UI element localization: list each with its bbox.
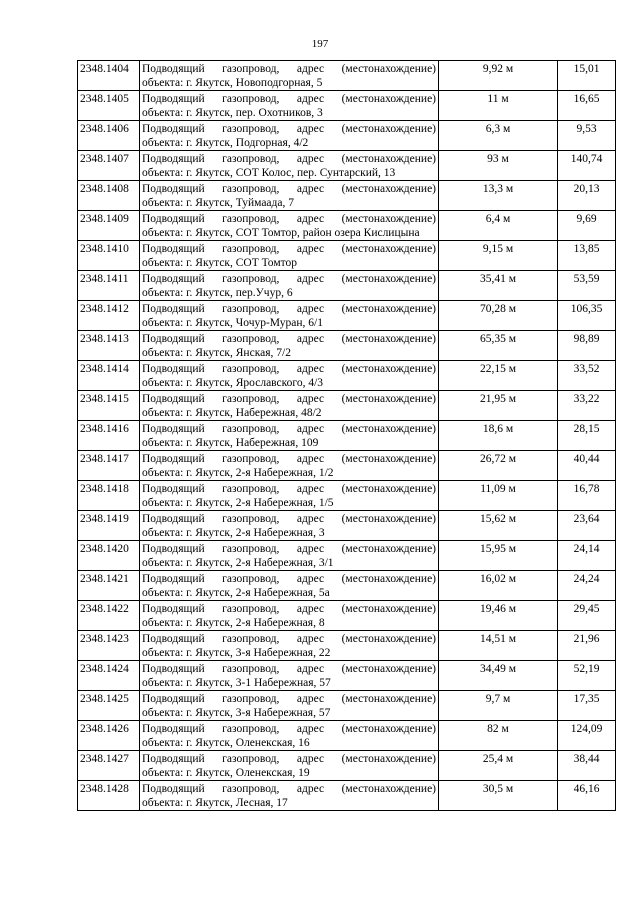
row-number-cell: 2348.1411: [78, 271, 140, 301]
row-number-cell: 2348.1410: [78, 241, 140, 271]
row-description-cell: Подводящий газопровод, адрес (местонахождение) объекта: г. Якутск, Ярославского, 4/3: [140, 361, 439, 391]
row-value-cell: 124,09: [558, 721, 616, 751]
row-length-cell: 11 м: [439, 91, 558, 121]
row-description-cell: Подводящий газопровод, адрес (местонахождение) объекта: г. Якутск, 3-я Набережная, 22: [140, 631, 439, 661]
row-value-cell: 17,35: [558, 691, 616, 721]
row-length-cell: 14,51 м: [439, 631, 558, 661]
table-row: [78, 691, 616, 721]
table-row: [78, 451, 616, 481]
row-length-cell: 18,6 м: [439, 421, 558, 451]
row-length-cell: 21,95 м: [439, 391, 558, 421]
table-row: [78, 511, 616, 541]
row-number-cell: 2348.1413: [78, 331, 140, 361]
row-number-cell: 2348.1428: [78, 781, 140, 811]
table-row: [78, 601, 616, 631]
row-number-cell: 2348.1423: [78, 631, 140, 661]
row-number-cell: 2348.1409: [78, 211, 140, 241]
row-number-cell: 2348.1414: [78, 361, 140, 391]
row-value-cell: 98,89: [558, 331, 616, 361]
row-value-cell: 13,85: [558, 241, 616, 271]
row-description-cell: Подводящий газопровод, адрес (местонахождение) объекта: г. Якутск, СОТ Колос, пер. Сунтарский, 13: [140, 151, 439, 181]
row-value-cell: 106,35: [558, 301, 616, 331]
table-row: [78, 91, 616, 121]
row-length-cell: 13,3 м: [439, 181, 558, 211]
row-number-cell: 2348.1408: [78, 181, 140, 211]
row-value-cell: 52,19: [558, 661, 616, 691]
row-description-cell: Подводящий газопровод, адрес (местонахождение) объекта: г. Якутск, Чочур-Муран, 6/1: [140, 301, 439, 331]
row-value-cell: 53,59: [558, 271, 616, 301]
row-length-cell: 26,72 м: [439, 451, 558, 481]
row-description-cell: Подводящий газопровод, адрес (местонахождение) объекта: г. Якутск, 3-1 Набережная, 57: [140, 661, 439, 691]
table-row: [78, 181, 616, 211]
row-value-cell: 24,24: [558, 571, 616, 601]
row-description-cell: Подводящий газопровод, адрес (местонахождение) объекта: г. Якутск, Подгорная, 4/2: [140, 121, 439, 151]
row-value-cell: 46,16: [558, 781, 616, 811]
row-length-cell: 93 м: [439, 151, 558, 181]
row-number-cell: 2348.1426: [78, 721, 140, 751]
row-number-cell: 2348.1420: [78, 541, 140, 571]
row-number-cell: 2348.1416: [78, 421, 140, 451]
row-description-cell: Подводящий газопровод, адрес (местонахождение) объекта: г. Якутск, Лесная, 17: [140, 781, 439, 811]
table-row: [78, 211, 616, 241]
table-row: [78, 481, 616, 511]
table-row: [78, 421, 616, 451]
row-number-cell: 2348.1415: [78, 391, 140, 421]
row-number-cell: 2348.1406: [78, 121, 140, 151]
row-description-cell: Подводящий газопровод, адрес (местонахождение) объекта: г. Якутск, 2-я Набережная, 1/5: [140, 481, 439, 511]
row-number-cell: 2348.1418: [78, 481, 140, 511]
registry-table: [77, 60, 616, 811]
row-description-cell: Подводящий газопровод, адрес (местонахождение) объекта: г. Якутск, 3-я Набережная, 57: [140, 691, 439, 721]
row-value-cell: 20,13: [558, 181, 616, 211]
row-value-cell: 28,15: [558, 421, 616, 451]
row-number-cell: 2348.1419: [78, 511, 140, 541]
row-description-cell: Подводящий газопровод, адрес (местонахождение) объекта: г. Якутск, 2-я Набережная, 1/2: [140, 451, 439, 481]
row-length-cell: 9,7 м: [439, 691, 558, 721]
row-value-cell: 23,64: [558, 511, 616, 541]
row-length-cell: 19,46 м: [439, 601, 558, 631]
row-length-cell: 15,62 м: [439, 511, 558, 541]
row-length-cell: 15,95 м: [439, 541, 558, 571]
row-description-cell: Подводящий газопровод, адрес (местонахождение) объекта: г. Якутск, Набережная, 109: [140, 421, 439, 451]
table-row: [78, 661, 616, 691]
row-description-cell: Подводящий газопровод, адрес (местонахождение) объекта: г. Якутск, СОТ Томтор: [140, 241, 439, 271]
table-row: [78, 241, 616, 271]
row-length-cell: 11,09 м: [439, 481, 558, 511]
row-description-cell: Подводящий газопровод, адрес (местонахождение) объекта: г. Якутск, Новоподгорная, 5: [140, 61, 439, 91]
row-description-cell: Подводящий газопровод, адрес (местонахождение) объекта: г. Якутск, пер. Охотников, 3: [140, 91, 439, 121]
table-row: [78, 301, 616, 331]
table-row: [78, 151, 616, 181]
row-number-cell: 2348.1405: [78, 91, 140, 121]
row-description-cell: Подводящий газопровод, адрес (местонахождение) объекта: г. Якутск, Оленекская, 19: [140, 751, 439, 781]
row-number-cell: 2348.1417: [78, 451, 140, 481]
row-length-cell: 30,5 м: [439, 781, 558, 811]
row-description-cell: Подводящий газопровод, адрес (местонахождение) объекта: г. Якутск, Набережная, 48/2: [140, 391, 439, 421]
registry-table-body: [78, 61, 616, 811]
row-value-cell: 33,22: [558, 391, 616, 421]
table-row: [78, 361, 616, 391]
row-length-cell: 82 м: [439, 721, 558, 751]
row-length-cell: 25,4 м: [439, 751, 558, 781]
row-number-cell: 2348.1427: [78, 751, 140, 781]
row-number-cell: 2348.1404: [78, 61, 140, 91]
page-number: 197: [311, 38, 329, 50]
table-row: [78, 631, 616, 661]
row-description-cell: Подводящий газопровод, адрес (местонахождение) объекта: г. Якутск, 2-я Набережная, 5а: [140, 571, 439, 601]
row-value-cell: 33,52: [558, 361, 616, 391]
table-row: [78, 271, 616, 301]
table-row: [78, 121, 616, 151]
row-length-cell: 6,4 м: [439, 211, 558, 241]
table-row: [78, 781, 616, 811]
row-length-cell: 9,92 м: [439, 61, 558, 91]
table-row: [78, 721, 616, 751]
row-description-cell: Подводящий газопровод, адрес (местонахождение) объекта: г. Якутск, Туймаада, 7: [140, 181, 439, 211]
row-value-cell: 38,44: [558, 751, 616, 781]
row-length-cell: 35,41 м: [439, 271, 558, 301]
row-description-cell: Подводящий газопровод, адрес (местонахождение) объекта: г. Якутск, 2-я Набережная, 3: [140, 511, 439, 541]
row-number-cell: 2348.1422: [78, 601, 140, 631]
row-value-cell: 140,74: [558, 151, 616, 181]
row-value-cell: 16,65: [558, 91, 616, 121]
row-length-cell: 22,15 м: [439, 361, 558, 391]
row-value-cell: 29,45: [558, 601, 616, 631]
table-row: [78, 571, 616, 601]
row-length-cell: 6,3 м: [439, 121, 558, 151]
row-description-cell: Подводящий газопровод, адрес (местонахождение) объекта: г. Якутск, 2-я Набережная, 3/1: [140, 541, 439, 571]
table-row: [78, 391, 616, 421]
table-row: [78, 541, 616, 571]
row-value-cell: 16,78: [558, 481, 616, 511]
row-value-cell: 21,96: [558, 631, 616, 661]
row-description-cell: Подводящий газопровод, адрес (местонахождение) объекта: г. Якутск, 2-я Набережная, 8: [140, 601, 439, 631]
row-description-cell: Подводящий газопровод, адрес (местонахождение) объекта: г. Якутск, Янская, 7/2: [140, 331, 439, 361]
row-description-cell: Подводящий газопровод, адрес (местонахождение) объекта: г. Якутск, Оленекская, 16: [140, 721, 439, 751]
row-number-cell: 2348.1425: [78, 691, 140, 721]
row-value-cell: 9,69: [558, 211, 616, 241]
row-value-cell: 9,53: [558, 121, 616, 151]
row-length-cell: 70,28 м: [439, 301, 558, 331]
row-number-cell: 2348.1421: [78, 571, 140, 601]
row-value-cell: 15,01: [558, 61, 616, 91]
row-number-cell: 2348.1424: [78, 661, 140, 691]
row-value-cell: 24,14: [558, 541, 616, 571]
table-row: [78, 61, 616, 91]
row-number-cell: 2348.1412: [78, 301, 140, 331]
row-length-cell: 65,35 м: [439, 331, 558, 361]
row-length-cell: 9,15 м: [439, 241, 558, 271]
row-description-cell: Подводящий газопровод, адрес (местонахождение) объекта: г. Якутск, пер.Учур, 6: [140, 271, 439, 301]
table-row: [78, 331, 616, 361]
row-length-cell: 34,49 м: [439, 661, 558, 691]
row-number-cell: 2348.1407: [78, 151, 140, 181]
row-value-cell: 40,44: [558, 451, 616, 481]
row-length-cell: 16,02 м: [439, 571, 558, 601]
row-description-cell: Подводящий газопровод, адрес (местонахождение) объекта: г. Якутск, СОТ Томтор, район озера Кислицына: [140, 211, 439, 241]
table-row: [78, 751, 616, 781]
